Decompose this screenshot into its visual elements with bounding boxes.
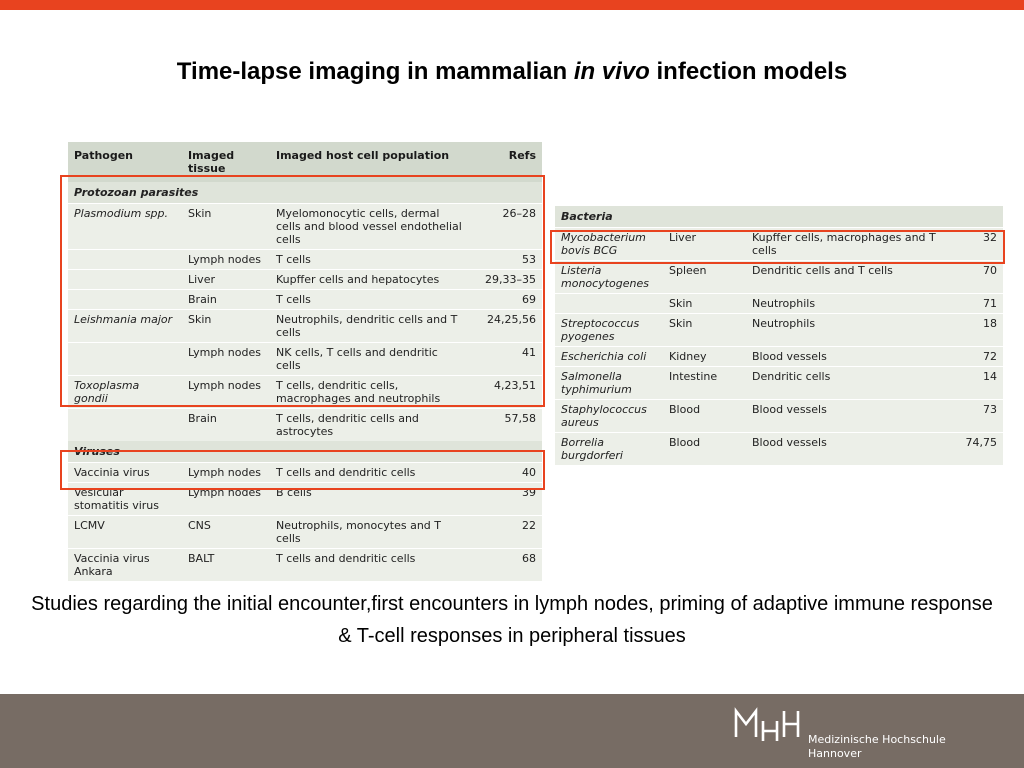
refs-cell: 26–28 bbox=[470, 204, 542, 250]
table-row bbox=[555, 261, 1003, 294]
host-cell-population-cell: Blood vessels bbox=[746, 347, 957, 367]
pathogen-cell: Listeria monocytogenes bbox=[555, 261, 663, 294]
highlight-vsv-box bbox=[60, 450, 545, 490]
tissue-cell: BALT bbox=[182, 549, 270, 582]
tissue-cell: Brain bbox=[182, 290, 270, 310]
highlight-protozoan-box bbox=[60, 175, 545, 407]
pathogen-cell: Mycobacterium bovis BCG bbox=[555, 228, 663, 261]
host-cell-population-cell: NK cells, T cells and dendritic cells bbox=[270, 343, 470, 376]
host-cell-population-cell: Neutrophils, dendritic cells and T cells bbox=[270, 310, 470, 343]
institution-line1: Medizinische Hochschule bbox=[808, 733, 946, 746]
host-cell-population-cell: Dendritic cells and T cells bbox=[746, 261, 957, 294]
tissue-cell: Spleen bbox=[663, 261, 746, 294]
table-row bbox=[68, 409, 542, 442]
tissue-cell: Skin bbox=[663, 314, 746, 347]
refs-cell: 18 bbox=[957, 314, 1003, 347]
tissue-cell: Kidney bbox=[663, 347, 746, 367]
pathogen-cell: Staphylococcus aureus bbox=[555, 400, 663, 433]
tissue-cell: Liver bbox=[663, 228, 746, 261]
header-imaged-tissue: Imaged tissue bbox=[182, 142, 270, 182]
host-cell-population-cell: Neutrophils bbox=[746, 294, 957, 314]
table-row bbox=[68, 549, 542, 582]
refs-cell: 68 bbox=[470, 549, 542, 582]
section-label: Protozoan parasites bbox=[68, 182, 542, 204]
refs-cell: 70 bbox=[957, 261, 1003, 294]
mhh-logo bbox=[733, 707, 803, 743]
host-cell-population-cell: Neutrophils, monocytes and T cells bbox=[270, 516, 470, 549]
host-cell-population-cell: Dendritic cells bbox=[746, 367, 957, 400]
table-row bbox=[555, 400, 1003, 433]
tissue-cell: Blood bbox=[663, 433, 746, 466]
pathogen-cell: Vaccinia virus Ankara bbox=[68, 549, 182, 582]
tissue-cell: Intestine bbox=[663, 367, 746, 400]
refs-cell: 29,33–35 bbox=[470, 270, 542, 290]
slide-caption: Studies regarding the initial encounter,first encounters in lymph nodes, priming of adaptive immune response & T-cell responses in peripheral tissues bbox=[31, 593, 993, 647]
table-row bbox=[555, 433, 1003, 466]
header-host-cell-population: Imaged host cell population bbox=[270, 142, 470, 182]
refs-cell: 72 bbox=[957, 347, 1003, 367]
slide-title: Time-lapse imaging in mammalian in vivo infection models bbox=[176, 58, 848, 85]
tissue-cell: Liver bbox=[182, 270, 270, 290]
refs-cell: 73 bbox=[957, 400, 1003, 433]
tissue-cell: CNS bbox=[182, 516, 270, 549]
host-cell-population-cell: T cells and dendritic cells bbox=[270, 549, 470, 582]
pathogen-cell: Salmonella typhimurium bbox=[555, 367, 663, 400]
header-pathogen: Pathogen bbox=[68, 142, 182, 182]
tissue-cell: Lymph nodes bbox=[182, 376, 270, 409]
tissue-cell: Brain bbox=[182, 409, 270, 442]
host-cell-population-cell: T cells bbox=[270, 290, 470, 310]
pathogen-cell: Toxoplasma gondii bbox=[68, 376, 182, 409]
pathogen-cell: Vesicular stomatitis virus bbox=[68, 483, 182, 516]
tissue-cell: Blood bbox=[663, 400, 746, 433]
header-refs: Refs bbox=[470, 142, 542, 182]
pathogen-cell: Leishmania major bbox=[68, 310, 182, 343]
section-label: Viruses bbox=[68, 441, 542, 463]
host-cell-population-cell: T cells, dendritic cells, macrophages and neutrophils bbox=[270, 376, 470, 409]
tissue-cell: Skin bbox=[663, 294, 746, 314]
tissue-cell: Lymph nodes bbox=[182, 463, 270, 483]
pathogen-cell: Escherichia coli bbox=[555, 347, 663, 367]
top-accent-bar bbox=[0, 0, 1024, 10]
pathogen-cell bbox=[68, 409, 182, 442]
institution-name bbox=[808, 733, 946, 761]
refs-cell: 24,25,56 bbox=[470, 310, 542, 343]
table-row bbox=[555, 367, 1003, 400]
table-row bbox=[555, 347, 1003, 367]
refs-cell: 69 bbox=[470, 290, 542, 310]
highlight-mycobacterium-box bbox=[550, 230, 1005, 264]
refs-cell: 71 bbox=[957, 294, 1003, 314]
table-section-row bbox=[555, 206, 1003, 228]
host-cell-population-cell: T cells bbox=[270, 250, 470, 270]
tissue-cell: Lymph nodes bbox=[182, 343, 270, 376]
table-row bbox=[555, 294, 1003, 314]
refs-cell: 4,23,51 bbox=[470, 376, 542, 409]
pathogen-cell bbox=[555, 294, 663, 314]
refs-cell: 22 bbox=[470, 516, 542, 549]
host-cell-population-cell: Myelomonocytic cells, dermal cells and blood vessel endothelial cells bbox=[270, 204, 470, 250]
host-cell-population-cell: Blood vessels bbox=[746, 433, 957, 466]
tissue-cell: Lymph nodes bbox=[182, 250, 270, 270]
pathogen-cell: Plasmodium spp. bbox=[68, 204, 182, 250]
refs-cell: 74,75 bbox=[957, 433, 1003, 466]
host-cell-population-cell: Neutrophils bbox=[746, 314, 957, 347]
host-cell-population-cell: Blood vessels bbox=[746, 400, 957, 433]
refs-cell: 14 bbox=[957, 367, 1003, 400]
table-row bbox=[555, 314, 1003, 347]
section-label: Bacteria bbox=[555, 206, 1003, 228]
host-cell-population-cell: Kupffer cells, macrophages and T cells bbox=[746, 228, 957, 261]
refs-cell: 32 bbox=[957, 228, 1003, 261]
tissue-cell: Lymph nodes bbox=[182, 483, 270, 516]
host-cell-population-cell: T cells, dendritic cells and astrocytes bbox=[270, 409, 470, 442]
table-row bbox=[68, 516, 542, 549]
tissue-cell: Skin bbox=[182, 204, 270, 250]
refs-cell: 41 bbox=[470, 343, 542, 376]
pathogen-cell: Vaccinia virus bbox=[68, 463, 182, 483]
refs-cell: 53 bbox=[470, 250, 542, 270]
refs-cell: 40 bbox=[470, 463, 542, 483]
host-cell-population-cell: T cells and dendritic cells bbox=[270, 463, 470, 483]
institution-line2: Hannover bbox=[808, 747, 862, 760]
refs-cell: 39 bbox=[470, 483, 542, 516]
pathogen-cell: LCMV bbox=[68, 516, 182, 549]
refs-cell: 57,58 bbox=[470, 409, 542, 442]
pathogen-cell: Streptococcus pyogenes bbox=[555, 314, 663, 347]
tissue-cell: Skin bbox=[182, 310, 270, 343]
host-cell-population-cell: Kupffer cells and hepatocytes bbox=[270, 270, 470, 290]
pathogen-cell: Borrelia burgdorferi bbox=[555, 433, 663, 466]
host-cell-population-cell: B cells bbox=[270, 483, 470, 516]
